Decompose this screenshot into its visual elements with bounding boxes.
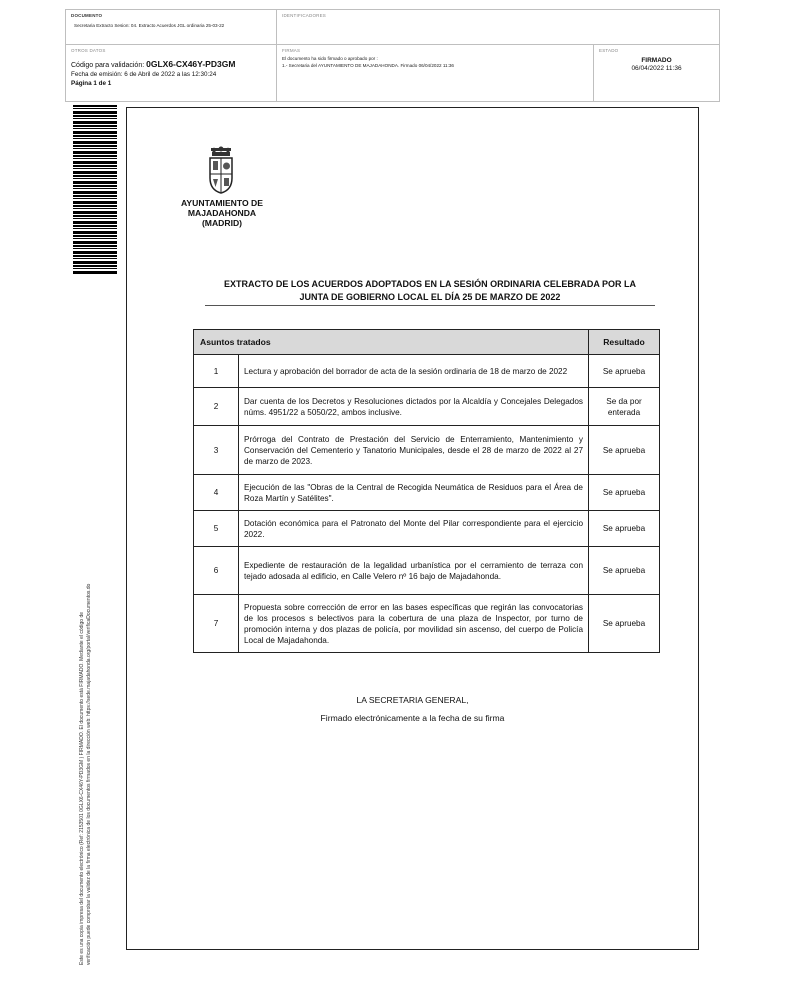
row-text: Expediente de restauración de la legalidad urbanística por el cerramiento de terraza con tejado adosada al edificio, en Calle Velero nº 16 bajo de Majadahonda.: [239, 547, 589, 595]
title-line-1: EXTRACTO DE LOS ACUERDOS ADOPTADOS EN LA SESIÓN ORDINARIA CELEBRADA POR LA: [223, 279, 637, 289]
side-text-line-2: verificación puede comprobar la validez de la firma electrónica de los documentos firmados en la dirección web: https://sede.majadahonda.org/portal/verificaDocumentos.do: [86, 583, 92, 965]
header-resultado: Resultado: [589, 330, 660, 355]
header-asuntos: Asuntos tratados: [194, 330, 589, 355]
row-text: Prórroga del Contrato de Prestación del Servicio de Enterramiento, Mantenimiento y Conservación del Cementerio y Tanatorio Municipales, desde el 28 de marzo de 2022 al 27 de marzo de 2023.: [239, 426, 589, 475]
estado-cell: [594, 45, 719, 101]
row-text: Dar cuenta de los Decretos y Resoluciones dictados por la Alcaldía y Concejales Delegados núms. 4951/22 a 5050/22, ambos inclusive.: [239, 388, 589, 426]
table-row: [194, 475, 660, 511]
row-number: 4: [194, 475, 239, 511]
estado-label: ESTADO: [599, 48, 619, 53]
verification-side-text: [79, 584, 93, 965]
identificadores-cell: [277, 10, 719, 44]
signature-title: LA SECRETARIA GENERAL,: [356, 695, 469, 705]
header-signature-box: [65, 45, 720, 102]
firmas-label: FIRMAS: [282, 48, 301, 53]
side-text-line-1: Este es una copia impresa del documento electrónico (Ref: 2153501 0GLX6-CX46Y-PD3GM ) FIRMADO. El documento está FIRMADO. Mediante el código de: [79, 611, 85, 965]
document-page: [126, 107, 699, 950]
firmas-line-1: El documento ha sido firmado o aprobado por :: [282, 56, 378, 61]
signature-note: Firmado electrónicamente a la fecha de su firma: [320, 713, 505, 723]
firmas-cell: [277, 45, 593, 101]
validation-code[interactable]: 0GLX6-CX46Y-PD3GM: [146, 59, 236, 69]
agenda-table: [193, 329, 660, 653]
org-line-1: AYUNTAMIENTO DE: [181, 198, 263, 208]
table-row: [194, 426, 660, 475]
table-row: [194, 388, 660, 426]
header-document-box: [65, 9, 720, 45]
row-number: 2: [194, 388, 239, 426]
org-line-2: MAJADAHONDA: [187, 208, 257, 218]
row-text: Propuesta sobre corrección de error en las bases específicas que regirán las convocatorias de los procesos s belectivos para la cobertura de una plaza de Inspector, por turno de promoción interna y dos plazas de policía, por movilidad sin ascenso, del cuerpo de Policía Local de Majadahonda.: [239, 595, 589, 653]
row-text: Lectura y aprobación del borrador de acta de la sesión ordinaria de 18 de marzo de 2022: [239, 355, 589, 388]
coat-of-arms-icon: [207, 146, 235, 194]
row-number: 1: [194, 355, 239, 388]
row-result: Se aprueba: [589, 426, 660, 475]
title-line-2: JUNTA DE GOBIERNO LOCAL EL DÍA 25 DE MARZO DE 2022: [299, 292, 561, 302]
row-number: 6: [194, 547, 239, 595]
row-number: 3: [194, 426, 239, 475]
row-result: Se aprueba: [589, 355, 660, 388]
document-title: [205, 278, 655, 306]
row-result: Se aprueba: [589, 547, 660, 595]
row-text: Dotación económica para el Patronato del Monte del Pilar correspondiente para el ejercicio 2022.: [239, 511, 589, 547]
otros-datos-cell: [66, 45, 277, 101]
otros-datos-label: OTROS DATOS: [71, 48, 106, 53]
row-number: 5: [194, 511, 239, 547]
organization-name: [175, 198, 269, 228]
firmas-line-2: 1.- Secretaria del AYUNTAMIENTO DE MAJADAHONDA. Firmado 06/04/2022 11:36: [282, 63, 454, 68]
estado-date: 06/04/2022 11:36: [631, 65, 682, 72]
barcode: [73, 105, 117, 275]
row-text: Ejecución de las "Obras de la Central de Recogida Neumática de Residuos para el Área de Roza Martín y Satélites".: [239, 475, 589, 511]
table-header-row: [194, 330, 660, 355]
identificadores-label: IDENTIFICADORES: [282, 13, 327, 18]
page-count: Página 1 de 1: [71, 80, 112, 87]
table-row: [194, 547, 660, 595]
document-name: Secretaria Extracto Sesion: 04. Extracto Acuerdos JGL ordinaria 25-03-22: [74, 23, 225, 28]
org-line-3: (MADRID): [201, 218, 243, 228]
row-result: Se aprueba: [589, 475, 660, 511]
row-result: Se aprueba: [589, 595, 660, 653]
document-cell: [66, 10, 277, 44]
table-row: [194, 511, 660, 547]
table-row: [194, 355, 660, 388]
row-result: Se aprueba: [589, 511, 660, 547]
issue-date: Fecha de emisión: 6 de Abril de 2022 a las 12:30:24: [71, 71, 217, 78]
estado-value: FIRMADO: [641, 57, 672, 64]
row-result: Se da por enterada: [589, 388, 660, 426]
table-row: [194, 595, 660, 653]
codigo-prefix: Código para validación:: [71, 62, 145, 69]
row-number: 7: [194, 595, 239, 653]
documento-label: DOCUMENTO: [71, 13, 103, 18]
validation-code-line: [71, 59, 235, 69]
